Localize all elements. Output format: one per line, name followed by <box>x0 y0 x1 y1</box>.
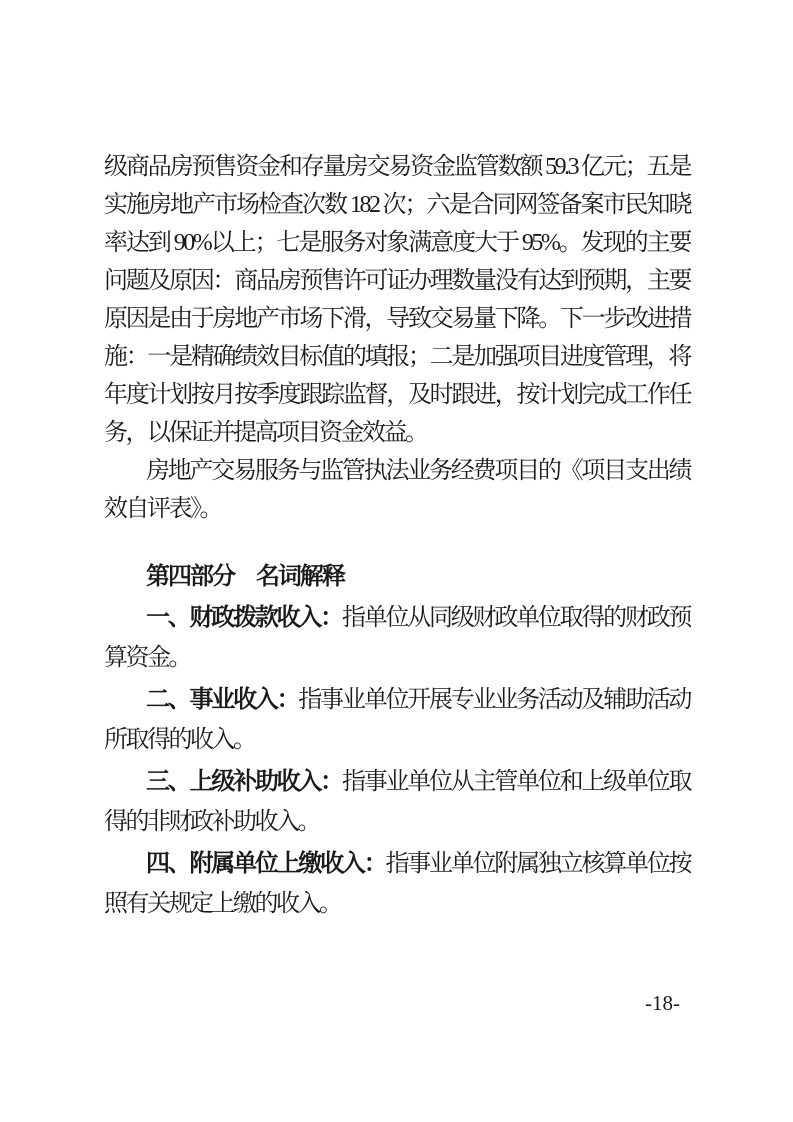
glossary-term-affiliated-unit-remittance-income <box>104 844 690 924</box>
term-label: 二、事业收入： <box>146 686 299 713</box>
term-definition: 指事业单位从主管单位和上级单位取得的非财政补助收入。 <box>104 769 690 835</box>
page-number: -18- <box>645 991 680 1015</box>
term-definition: 指事业单位附属独立核算单位按照有关规定上缴的收入。 <box>104 851 691 917</box>
body-paragraph-continued: 级商品房预售资金和存量房交易资金监管数额 59.3 亿元；五是实施房地产市场检查次数 182 次；六是合同网签备案市民知晓率达到 90%以上；七是服务对象满意度大于 95%。发现的主要问题及原因：商品房预售许可证办理数量没有达到预期，主要原因是由于房地产市场下滑，导致交易量下降。下一步改进措施：一是精确绩效目标值的填报；二是加强项目进度管理，将年度计划按月按季度跟踪监督，及时跟进，按计划完成工作任务，以保证并提高项目资金效益。 <box>104 154 690 446</box>
term-label: 一、财政拨款收入： <box>146 604 342 631</box>
glossary-term-fiscal-appropriation-income <box>104 598 690 678</box>
term-definition: 指事业单位开展专业业务活动及辅助活动所取得的收入。 <box>104 687 691 753</box>
page-content <box>104 148 690 924</box>
glossary-term-superior-subsidy-income <box>104 762 690 842</box>
section-heading-part-four-glossary: 第四部分 名词解释 <box>146 563 344 590</box>
term-label: 四、附属单位上缴收入： <box>146 850 386 877</box>
term-label: 三、上级补助收入： <box>146 768 342 795</box>
glossary-term-operating-income <box>104 680 690 760</box>
body-paragraph-self-eval-table: 房地产交易服务与监管执法业务经费项目的《项目支出绩效自评表》。 <box>104 458 690 522</box>
term-definition: 指单位从同级财政单位取得的财政预算资金。 <box>104 605 690 671</box>
